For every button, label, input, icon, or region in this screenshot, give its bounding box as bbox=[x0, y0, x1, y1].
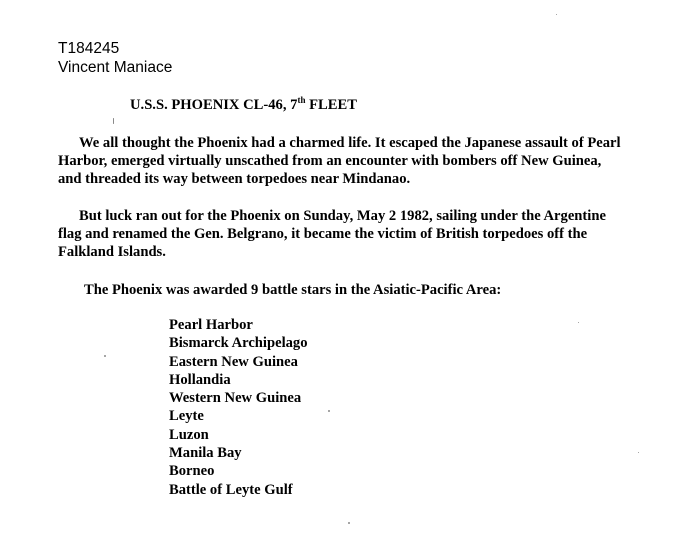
scan-speck bbox=[348, 522, 350, 524]
paragraph-line: Harbor, emerged virtually unscathed from an encounter with bombers off New Guinea, bbox=[58, 153, 602, 170]
list-item: Hollandia bbox=[169, 371, 231, 388]
paragraph-2 bbox=[58, 207, 606, 262]
scan-speck bbox=[104, 355, 106, 357]
list-item: Manila Bay bbox=[169, 445, 242, 462]
scan-speck bbox=[556, 14, 557, 15]
list-item: Pearl Harbor bbox=[169, 317, 253, 333]
paragraph-line: Falkland Islands. bbox=[58, 244, 166, 261]
list-item: Bismarck Archipelago bbox=[169, 335, 308, 352]
list-item: Eastern New Guinea bbox=[169, 353, 298, 370]
title-end: FLEET bbox=[305, 97, 357, 113]
battle-stars-list bbox=[169, 316, 308, 499]
author-name: Vincent Maniace bbox=[58, 59, 173, 76]
paragraph-line: and threaded its way between torpedoes near Mindanao. bbox=[58, 171, 411, 188]
scan-speck bbox=[638, 452, 639, 453]
title-main: U.S.S. PHOENIX CL-46, 7 bbox=[130, 97, 298, 113]
document-id: T184245 bbox=[58, 40, 120, 57]
scan-speck bbox=[113, 118, 114, 124]
paragraph-1 bbox=[58, 134, 621, 189]
battle-stars-intro: The Phoenix was awarded 9 battle stars in the Asiatic-Pacific Area: bbox=[84, 282, 502, 298]
paragraph-line: We all thought the Phoenix had a charmed life. It escaped the Japanese assault of Pearl bbox=[79, 135, 621, 151]
scan-speck bbox=[578, 322, 579, 323]
list-item: Luzon bbox=[169, 426, 209, 443]
list-item: Borneo bbox=[169, 463, 215, 480]
document-title bbox=[130, 96, 357, 114]
list-item: Leyte bbox=[169, 408, 204, 425]
scan-speck bbox=[328, 410, 330, 412]
list-item: Western New Guinea bbox=[169, 390, 302, 407]
list-item: Battle of Leyte Gulf bbox=[169, 481, 293, 498]
paragraph-line: But luck ran out for the Phoenix on Sunday, May 2 1982, sailing under the Argentine bbox=[79, 208, 606, 224]
title-suffix: th bbox=[297, 95, 306, 105]
paragraph-line: flag and renamed the Gen. Belgrano, it became the victim of British torpedoes off the bbox=[58, 226, 588, 243]
